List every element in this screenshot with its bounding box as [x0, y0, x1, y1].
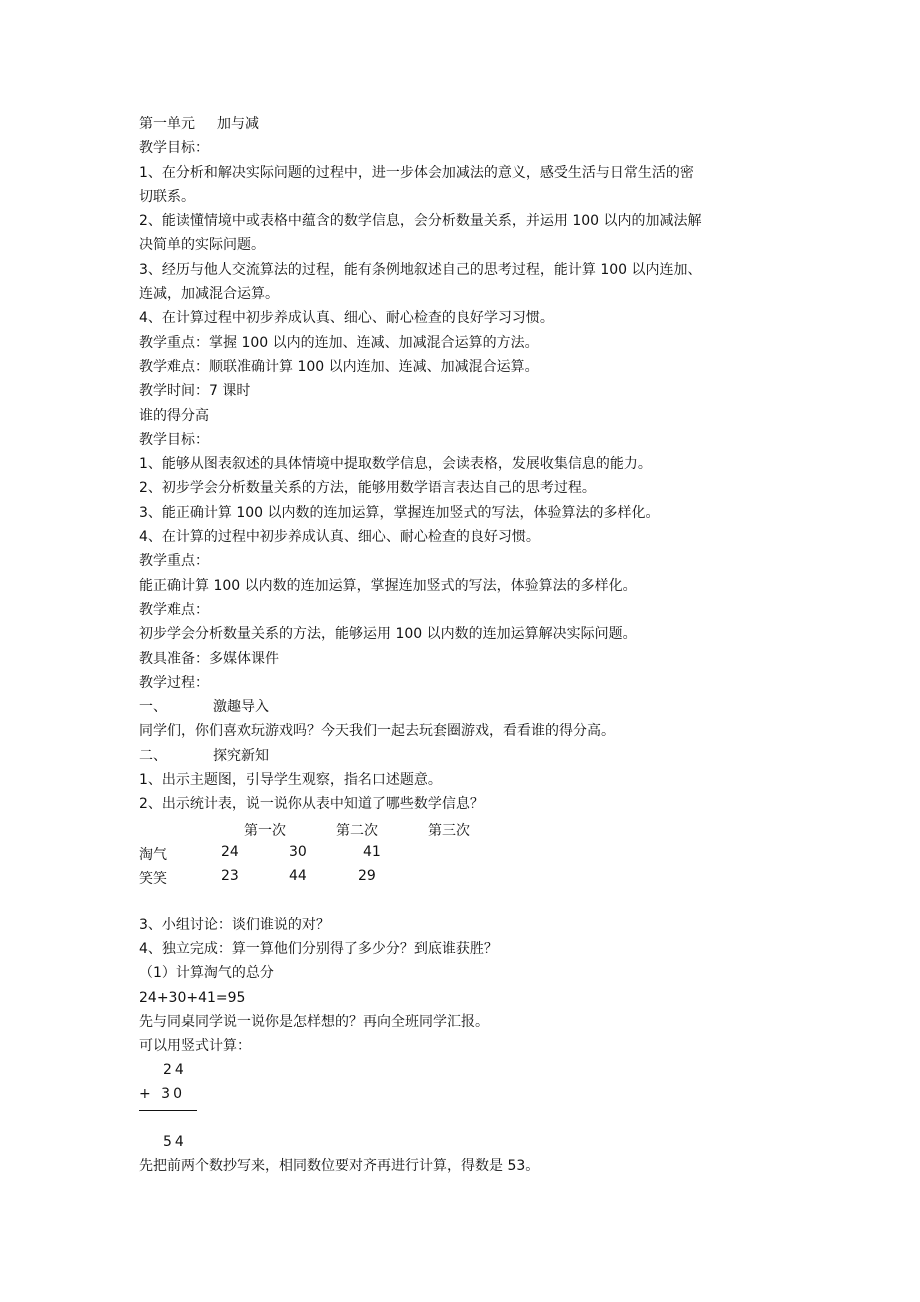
paragraph: 3、小组讨论：谈们谁说的对？	[139, 916, 330, 933]
paragraph: 1、出示主题图，引导学生观察，指名口述题意。	[139, 772, 442, 789]
vertical-calculation	[139, 1058, 789, 1154]
paragraph: 1、在分析和解决实际问题的过程中，进一步体会加减法的意义，感受生活与日常生活的密	[139, 164, 694, 181]
paragraph: 连减，加减混合运算。	[139, 286, 279, 303]
table-cell: 29	[358, 867, 376, 884]
paragraph: （1）计算淘气的总分	[139, 965, 274, 982]
paragraph: 2、能读懂情境中或表格中蕴含的数学信息，会分析数量关系，并运用 100 以内的加减法解	[139, 213, 702, 230]
table-cell: 44	[289, 867, 307, 884]
paragraph: 4、独立完成：算一算他们分别得了多少分？到底谁获胜？	[139, 940, 498, 957]
table-header: 第三次	[428, 822, 470, 839]
score-table	[139, 817, 789, 889]
paragraph: 先与同桌同学说一说你是怎样想的？再向全班同学汇报。	[139, 1013, 489, 1030]
paragraph: 3、能正确计算 100 以内数的连加运算，掌握连加竖式的写法，体验算法的多样化。	[139, 504, 660, 521]
paragraph: 切联系。	[139, 188, 195, 205]
table-header: 第二次	[336, 822, 378, 839]
heading-process: 教学过程：	[139, 674, 209, 691]
table-row-label: 笑笑	[139, 870, 167, 887]
heading-objectives: 教学目标：	[139, 431, 209, 448]
paragraph: 先把前两个数抄写来，相同数位要对齐再进行计算，得数是 53。	[139, 1158, 540, 1175]
document-page	[139, 112, 789, 1179]
paragraph: 同学们，你们喜欢玩游戏吗？今天我们一起去玩套圈游戏，看看谁的得分高。	[139, 723, 615, 740]
heading-key-points: 教学重点：	[139, 553, 209, 570]
paragraph: 初步学会分析数量关系的方法，能够运用 100 以内数的连加运算解决实际问题。	[139, 626, 637, 643]
paragraph: 4、在计算的过程中初步养成认真、细心、耐心检查的良好习惯。	[139, 529, 540, 546]
section-heading: 一、 激趣导入	[139, 699, 269, 716]
key-points: 教学重点：掌握 100 以内的连加、连减、加减混合运算的方法。	[139, 334, 539, 351]
table-cell: 41	[363, 843, 381, 860]
vertical-top-number: 24	[163, 1062, 187, 1079]
table-header: 第一次	[244, 822, 286, 839]
paragraph: 2、初步学会分析数量关系的方法，能够用数学语言表达自己的思考过程。	[139, 480, 596, 497]
unit-title: 第一单元 加与减	[139, 116, 259, 132]
table-cell: 24	[221, 843, 239, 860]
table-cell: 23	[221, 867, 239, 884]
paragraph: 3、经历与他人交流算法的过程，能有条例地叙述自己的思考过程，能计算 100 以内连加、	[139, 261, 702, 278]
teaching-aids: 教具准备：多媒体课件	[139, 650, 279, 667]
equation: 24+30+41=95	[139, 989, 246, 1006]
paragraph: 4、在计算过程中初步养成认真、细心、耐心检查的良好学习习惯。	[139, 310, 554, 327]
difficult-points: 教学难点：顺联准确计算 100 以内连加、连减、加减混合运算。	[139, 358, 539, 375]
section-heading: 二、 探究新知	[139, 747, 269, 764]
paragraph: 决简单的实际问题。	[139, 237, 265, 254]
teaching-time: 教学时间：7 课时	[139, 383, 251, 400]
heading-difficult-points: 教学难点：	[139, 601, 209, 618]
paragraph: 1、能够从图表叙述的具体情境中提取数学信息，会读表格，发展收集信息的能力。	[139, 456, 652, 473]
vertical-result: 54	[163, 1134, 187, 1151]
heading-objectives: 教学目标：	[139, 140, 209, 157]
vertical-operand: + 30	[139, 1086, 185, 1103]
paragraph: 能正确计算 100 以内数的连加运算，掌握连加竖式的写法，体验算法的多样化。	[139, 577, 637, 594]
vertical-rule	[139, 1110, 197, 1111]
lesson-title: 谁的得分高	[139, 407, 209, 424]
table-cell: 30	[289, 843, 307, 860]
table-row-label: 淘气	[139, 846, 167, 863]
paragraph: 可以用竖式计算：	[139, 1038, 251, 1055]
paragraph: 2、出示统计表，说一说你从表中知道了哪些数学信息？	[139, 796, 484, 813]
